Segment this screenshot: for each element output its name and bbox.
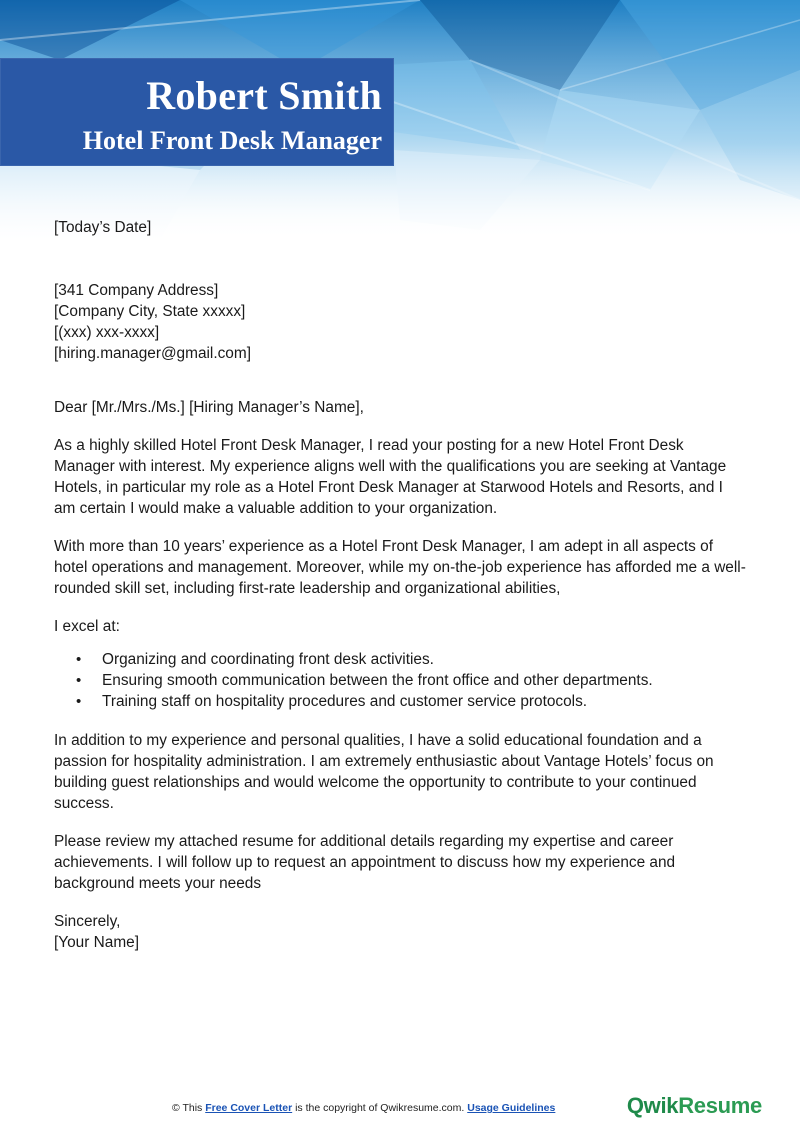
name-title-box bbox=[0, 58, 394, 166]
list-item-text: Organizing and coordinating front desk activities. bbox=[102, 651, 434, 668]
recipient-address bbox=[54, 280, 746, 364]
salutation: Dear [Mr./Mrs./Ms.] [Hiring Manager’s Name], bbox=[54, 399, 364, 416]
closing-phrase: Sincerely, bbox=[54, 913, 121, 930]
address-line: [hiring.manager@gmail.com] bbox=[54, 345, 251, 362]
bullet-icon: • bbox=[76, 651, 82, 668]
bullet-icon: • bbox=[76, 693, 82, 710]
paragraph-intro: As a highly skilled Hotel Front Desk Manager, I read your posting for a new Hotel Front Desk Manager with interest. My experience aligns well with the qualifications you are seeking at Vantage Hotels, in particular my role as a Hotel Front Desk Manager at Starwood Hotels and Resorts, and I am certain I would make a valuable addition to your organization. bbox=[54, 437, 727, 517]
list-item bbox=[76, 670, 746, 691]
logo-part-qwik: Qwik bbox=[626, 1093, 679, 1118]
bullet-icon: • bbox=[76, 672, 82, 689]
signature-name: [Your Name] bbox=[54, 934, 139, 951]
list-item-text: Training staff on hospitality procedures and customer service protocols. bbox=[102, 693, 588, 710]
free-cover-letter-link[interactable]: Free Cover Letter bbox=[205, 1102, 293, 1114]
applicant-name: Robert Smith bbox=[146, 73, 382, 118]
qwikresume-logo[interactable] bbox=[627, 1093, 762, 1119]
address-line: [(xxx) xxx-xxxx] bbox=[54, 324, 160, 341]
usage-guidelines-link[interactable]: Usage Guidelines bbox=[467, 1102, 556, 1114]
copyright-notice bbox=[172, 1102, 555, 1114]
letter-date: [Today’s Date] bbox=[54, 219, 152, 236]
paragraph-education: In addition to my experience and personal qualities, I have a solid educational foundation and a passion for hospitality administration. I am extremely enthusiastic about Vantage Hotels’ focus on building guest relationships and would welcome the opportunity to contribute to your continued success. bbox=[54, 732, 714, 812]
copyright-middle: is the copyright of Qwikresume.com. bbox=[292, 1102, 468, 1114]
paragraph-closing: Please review my attached resume for additional details regarding my expertise and career achievements. I will follow up to request an appointment to discuss how my experience and background meets your needs bbox=[54, 833, 676, 892]
list-item bbox=[76, 649, 746, 670]
list-item bbox=[76, 691, 746, 712]
list-item-text: Ensuring smooth communication between the front office and other departments. bbox=[102, 672, 653, 689]
skills-list bbox=[54, 649, 746, 712]
address-line: [341 Company Address] bbox=[54, 282, 219, 299]
logo-part-resume: Resume bbox=[678, 1093, 762, 1118]
copyright-prefix: © This bbox=[172, 1102, 206, 1114]
paragraph-experience: With more than 10 years’ experience as a Hotel Front Desk Manager, I am adept in all aspects of hotel operations and management. Moreover, while my on-the-job experience has afforded me a well-rounded skill set, including first-rate leadership and organizational abilities, bbox=[54, 538, 746, 597]
skills-intro: I excel at: bbox=[54, 618, 120, 635]
applicant-job-title: Hotel Front Desk Manager bbox=[82, 126, 382, 155]
letter-body bbox=[54, 217, 746, 953]
address-line: [Company City, State xxxxx] bbox=[54, 303, 246, 320]
